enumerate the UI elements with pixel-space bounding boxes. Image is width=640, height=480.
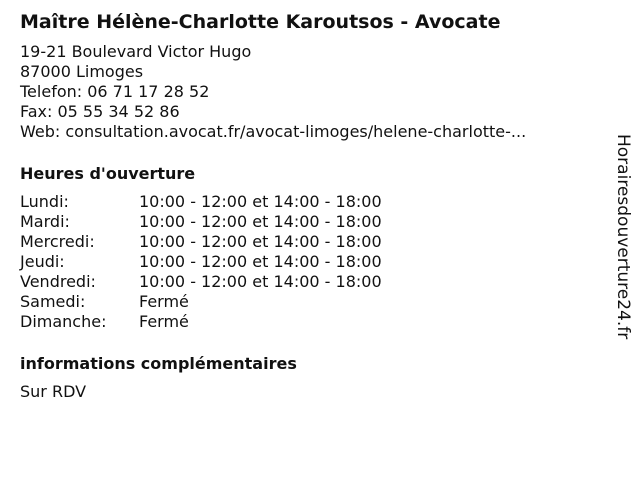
- opening-hours-heading: Heures d'ouverture: [20, 164, 196, 183]
- city-line: 87000 Limoges: [20, 62, 144, 81]
- day-hours: Fermé: [139, 292, 189, 311]
- day-label: Dimanche:: [20, 312, 107, 331]
- site-brand-watermark: [612, 134, 634, 374]
- day-hours: 10:00 - 12:00 et 14:00 - 18:00: [139, 212, 382, 231]
- day-label: Mardi:: [20, 212, 70, 231]
- business-title: Maître Hélène-Charlotte Karoutsos - Avocate: [20, 11, 501, 33]
- additional-info-text: Sur RDV: [20, 382, 87, 401]
- hours-row-wednesday: [20, 232, 600, 252]
- website-link[interactable]: Web: consultation.avocat.fr/avocat-limoges/helene-charlotte-...: [20, 122, 527, 141]
- address-block: [20, 42, 600, 142]
- business-info-card: [20, 10, 600, 402]
- day-hours: 10:00 - 12:00 et 14:00 - 18:00: [139, 252, 382, 271]
- day-hours: 10:00 - 12:00 et 14:00 - 18:00: [139, 272, 382, 291]
- hours-row-sunday: [20, 312, 600, 332]
- hours-row-saturday: [20, 292, 600, 312]
- day-label: Vendredi:: [20, 272, 96, 291]
- opening-hours-table: [20, 192, 600, 332]
- fax-number: Fax: 05 55 34 52 86: [20, 102, 180, 121]
- day-hours: 10:00 - 12:00 et 14:00 - 18:00: [139, 192, 382, 211]
- additional-info-heading: informations complémentaires: [20, 354, 297, 373]
- hours-row-tuesday: [20, 212, 600, 232]
- day-label: Jeudi:: [20, 252, 65, 271]
- hours-row-thursday: [20, 252, 600, 272]
- street-address: 19-21 Boulevard Victor Hugo: [20, 42, 252, 61]
- day-label: Samedi:: [20, 292, 86, 311]
- day-hours: Fermé: [139, 312, 189, 331]
- day-hours: 10:00 - 12:00 et 14:00 - 18:00: [139, 232, 382, 251]
- hours-row-friday: [20, 272, 600, 292]
- hours-row-monday: [20, 192, 600, 212]
- phone-number[interactable]: Telefon: 06 71 17 28 52: [20, 82, 210, 101]
- site-brand-text: Horairesdouverture24.fr: [613, 134, 633, 340]
- day-label: Mercredi:: [20, 232, 95, 251]
- day-label: Lundi:: [20, 192, 69, 211]
